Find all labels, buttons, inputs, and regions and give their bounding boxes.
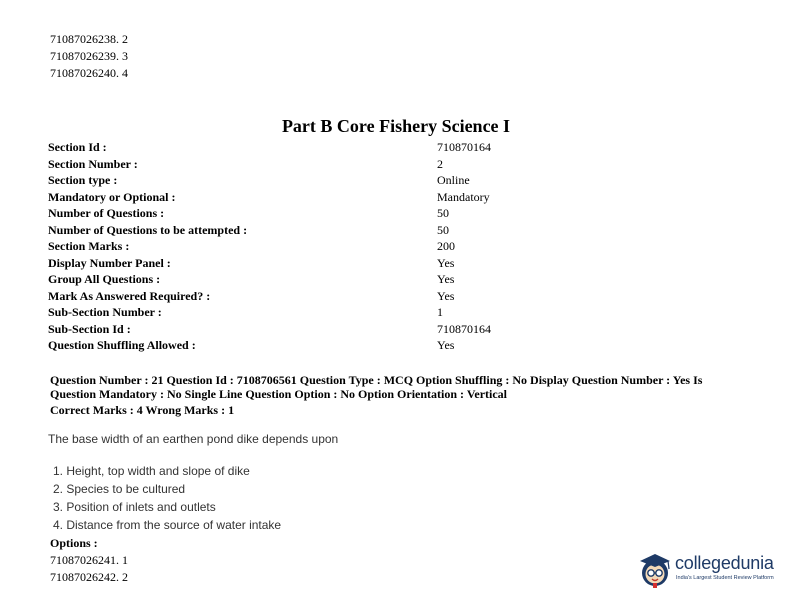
answer-choice: 4. Distance from the source of water intake: [53, 518, 282, 532]
section-info-label: Section Id :: [48, 140, 107, 154]
question-header: Question Number : 21 Question Id : 7108706561 Question Type : MCQ Option Shuffling : No Display Question Number : Yes Is Question Mandatory : No Single Line Question Option : No Option Orientation : Vertical: [50, 373, 703, 401]
section-info-value: Mandatory: [437, 189, 490, 204]
option-line: 71087026242. 2: [50, 570, 128, 584]
answer-choices: [53, 462, 281, 534]
section-info-label: Sub-Section Number :: [48, 305, 162, 319]
section-info-label: Display Number Panel :: [48, 255, 171, 270]
section-info-value: Yes: [437, 288, 455, 303]
logo-tagline: India's Largest Student Review Platform: [676, 575, 774, 581]
answer-choice: 1. Height, top width and slope of dike: [53, 464, 250, 478]
section-info-label: Section Number :: [48, 156, 138, 171]
section-info-value: 1: [437, 305, 443, 319]
section-title: Part B Core Fishery Science I: [281, 116, 511, 136]
section-info-label: Question Shuffling Allowed :: [48, 338, 196, 352]
option-line: 71087026241. 1: [50, 553, 128, 567]
option-line: 71087026239. 3: [50, 49, 128, 63]
section-info-value: 710870164: [437, 140, 491, 154]
section-info-label: Group All Questions :: [48, 272, 161, 286]
section-info-value: Yes: [437, 272, 455, 286]
section-info-label: Mark As Answered Required? :: [48, 288, 211, 303]
section-info-value: 710870164: [437, 321, 491, 336]
option-line: 71087026240. 4: [50, 66, 128, 80]
section-info-label: Number of Questions :: [48, 206, 165, 220]
logo-name: collegedunia: [675, 553, 774, 573]
options-label: Options :: [50, 536, 98, 550]
section-info-value: Yes: [437, 338, 455, 352]
section-info-value: Online: [437, 173, 470, 187]
question-options: [50, 552, 128, 586]
question-marks: Correct Marks : 4 Wrong Marks : 1: [50, 403, 235, 417]
previous-question-options: [50, 31, 128, 82]
section-info-label: Number of Questions to be attempted :: [48, 222, 248, 237]
collegedunia-logo: [638, 549, 784, 589]
section-info-value: 50: [437, 206, 449, 220]
section-info-label: Mandatory or Optional :: [48, 189, 176, 204]
section-info-label: Sub-Section Id :: [48, 321, 131, 336]
section-info-value: 50: [437, 222, 449, 237]
section-info-label: Section Marks :: [48, 239, 130, 253]
section-info-label: Section type :: [48, 173, 118, 187]
section-info-value: 2: [437, 156, 443, 171]
option-line: 71087026238. 2: [50, 32, 128, 46]
graduate-mascot-icon: [638, 549, 674, 589]
question-text: The base width of an earthen pond dike depends upon: [48, 432, 339, 446]
section-info-value: Yes: [437, 255, 455, 270]
answer-choice: 3. Position of inlets and outlets: [53, 500, 216, 514]
section-info-value: 200: [437, 239, 455, 253]
answer-choice: 2. Species to be cultured: [53, 482, 186, 496]
